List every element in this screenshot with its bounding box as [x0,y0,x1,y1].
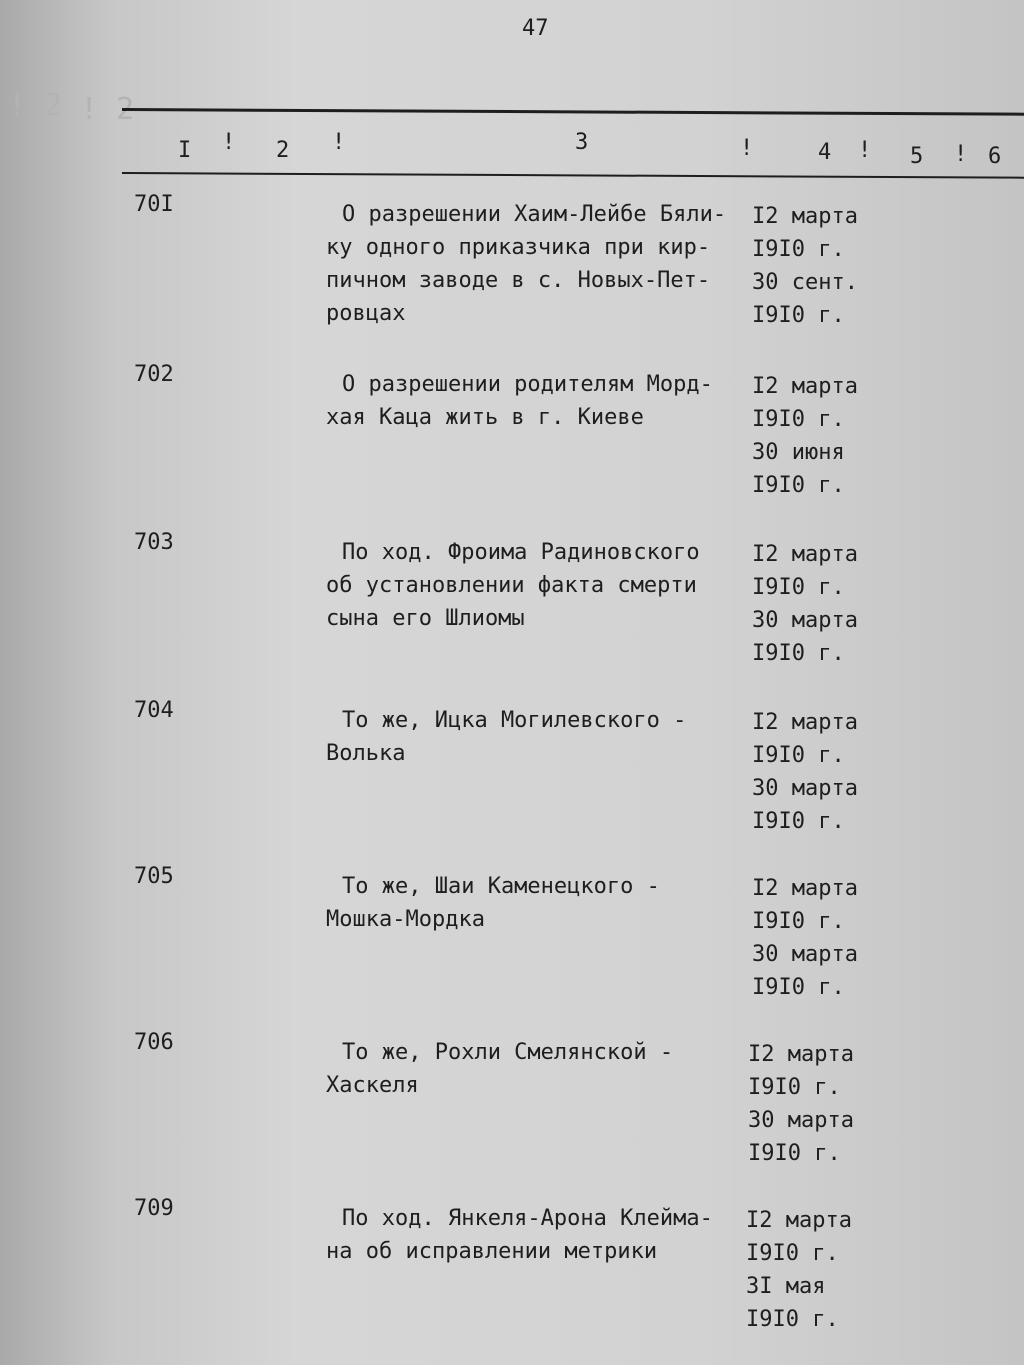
bleed-through-mark: ! 2 [8,88,63,123]
record-dates [752,200,902,332]
record-date-line: I2 марта [752,374,858,399]
record-date-line: I9I0 г. [752,641,845,666]
record-date-line: I2 марта [752,876,858,901]
record-date-line: I9I0 г. [752,407,845,432]
column-header-3: 3 [575,130,589,155]
column-header-2: 2 [276,138,290,163]
record-number: 703 [134,530,174,555]
record-dates [752,872,902,1004]
page-number: 47 [522,16,549,41]
column-separator: ! [858,138,872,163]
record-dates [746,1204,896,1336]
record-date-line: 30 марта [752,776,858,801]
record-title-line: ку одного приказчика при кир- [326,235,711,260]
record-date-line: I9I0 г. [752,473,845,498]
record-date-line: I2 марта [746,1208,852,1233]
column-header-6: 6 [988,144,1002,169]
record-title-line: То же, Шаи Каменецкого - [342,874,660,899]
column-separator: ! [954,142,968,167]
record-title-line: хая Каца жить в г. Киеве [326,405,644,430]
record-date-line: I9I0 г. [746,1307,839,1332]
record-date-line: 30 марта [752,608,858,633]
record-title-line: Хаскеля [326,1073,419,1098]
record-title [326,1202,746,1268]
record-date-line: I2 марта [752,542,858,567]
record-date-line: 30 июня [752,440,845,465]
record-title [326,368,746,434]
record-title-line: То же, Ицка Могилевского - [342,708,687,733]
record-date-line: I9I0 г. [752,975,845,1000]
record-date-line: I9I0 г. [752,743,845,768]
record-dates [752,538,902,670]
record-dates [752,706,902,838]
record-title-line: пичном заводе в с. Новых-Пет- [326,268,711,293]
header-bottom-rule [122,172,1024,179]
record-date-line: I9I0 г. [752,575,845,600]
record-date-line: 30 марта [752,942,858,967]
record-title-line: сына его Шлиомы [326,606,525,631]
record-date-line: I9I0 г. [748,1141,841,1166]
record-number: 706 [134,1030,174,1055]
record-date-line: I2 марта [752,710,858,735]
record-title-line: на об исправлении метрики [326,1239,658,1264]
record-number: 704 [134,698,174,723]
record-title-line: По ход. Фроима Радиновского [342,540,700,565]
record-date-line: 30 марта [748,1108,854,1133]
record-date-line: I9I0 г. [752,909,845,934]
record-title-line: Мошка-Мордка [326,907,485,932]
record-title-line: ровцах [326,301,406,326]
record-number: 70I [134,192,174,217]
column-header-1: I [178,138,192,163]
record-title [326,198,746,330]
record-number: 702 [134,362,174,387]
record-date-line: I9I0 г. [752,809,845,834]
record-date-line: 3I мая [746,1274,826,1299]
record-date-line: I2 марта [752,204,858,229]
column-separator: ! [332,130,346,155]
record-title [326,704,746,770]
record-title-line: Волька [326,741,406,766]
record-title [326,536,746,635]
record-dates [748,1038,898,1170]
record-date-line: 30 сент. [752,270,858,295]
record-dates [752,370,902,502]
record-date-line: I9I0 г. [752,303,845,328]
column-header-5: 5 [910,144,924,169]
record-title-line: О разрешении Хаим-Лейбе Бяли- [342,202,727,227]
record-title-line: об установлении факта смерти [326,573,697,598]
bleed-through-mark: ! 2 [80,92,135,127]
column-separator: ! [740,136,754,161]
record-title [326,1036,746,1102]
record-title-line: О разрешении родителям Морд- [342,372,713,397]
record-number: 709 [134,1196,174,1221]
record-date-line: I9I0 г. [748,1075,841,1100]
record-number: 705 [134,864,174,889]
header-top-rule [122,108,1024,116]
record-title-line: По ход. Янкеля-Арона Клейма- [342,1206,713,1231]
record-date-line: I9I0 г. [752,237,845,262]
column-separator: ! [222,130,236,155]
record-title [326,870,746,936]
record-date-line: I9I0 г. [746,1241,839,1266]
record-date-line: I2 марта [748,1042,854,1067]
record-title-line: То же, Рохли Смелянской - [342,1040,674,1065]
column-header-4: 4 [818,140,832,165]
